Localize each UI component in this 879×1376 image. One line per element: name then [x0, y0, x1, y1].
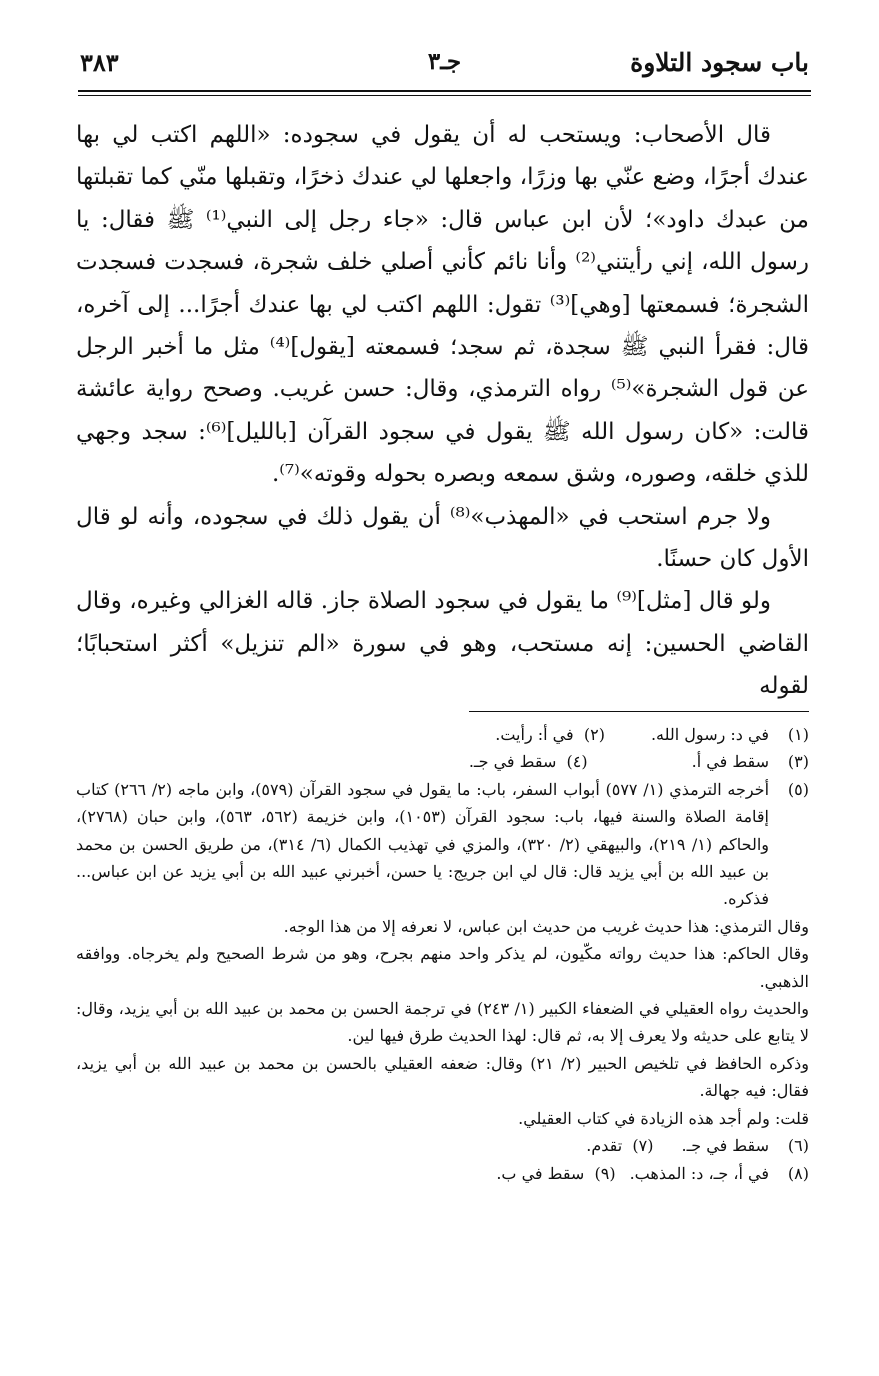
- footnote-number: (٥): [787, 779, 809, 799]
- running-header: [80, 46, 809, 86]
- header-rule-thin: [78, 95, 811, 96]
- footnote-continuation: والحديث رواه العقيلي في الضعفاء الكبير (١/ ٢٤٣) في ترجمة الحسن بن محمد بن عبيد الله بن أبي يزيد، وقال: لا يتابع على حديثه ولا يعرف إلا به، ثم قال: لهذا الحديث طرق فيها لين.: [76, 999, 810, 1046]
- footnote-continuation: وذكره الحافظ في تلخيص الحبير (٢/ ٢١) وقال: ضعفه العقيلي بالحسن بن محمد بن عبيد الله بن أبي يزيد، فقال: فيه جهالة.: [76, 1053, 809, 1101]
- footnote-text: سقط في جـ.: [681, 1136, 769, 1156]
- footnote-number: (٨): [787, 1163, 809, 1183]
- footnote-line: [76, 748, 809, 775]
- footnote-text: أخرجه الترمذي (١/ ٥٧٧) أبواب السفر، باب: ما يقول في سجود القرآن (٥٧٩)، وابن ماجه (٢/ ٢٦٦) كتاب إقامة الصلاة والسنة فيها، باب: سجود القرآن (١٠٥٣)، وابن خزيمة (٥٦٢، ٥٦٣)، وابن حبان (٢٧٦٨)، والحاكم (١/ ٢١٩)، والبيهقي (٢/ ٣٢٠)، والمزي في تهذيب الكمال (٦/ ٣١٤)، من طريق الحسن بن محمد بن عبيد الله بن أبي يزيد قال: قال لي ابن جريج: يا حسن، أخبرني عبيد الله بن أبي يزيد عن ابن عباس... فذكره.: [76, 779, 770, 909]
- chapter-title: باب سجود التلاوة: [630, 48, 809, 77]
- footnotes: [76, 721, 809, 1187]
- paragraph: ولا جرم استحب في «المهذب»⁽⁸⁾ أن يقول ذلك في سجوده، وأنه لو قال الأول كان حسنًا.: [76, 503, 809, 573]
- volume-label: جـ٣: [427, 48, 462, 75]
- footnote-line: [76, 721, 809, 748]
- footnote-5: [76, 776, 809, 913]
- footnote-text: تقدم.: [586, 1136, 623, 1156]
- footnote-line: [76, 1160, 809, 1187]
- footnote-number: (٣): [787, 752, 809, 772]
- footnote-separator: [469, 711, 809, 712]
- footnote-number: (٤): [566, 752, 588, 772]
- footnote-continuation: وقال الترمذي: هذا حديث غريب من حديث ابن عباس، لا نعرفه إلا من هذا الوجه.: [283, 916, 809, 936]
- footnote-text: في د: رسول الله.: [650, 725, 769, 744]
- footnote-line: [76, 1132, 809, 1159]
- footnote-number: (١): [787, 725, 809, 744]
- main-text: [76, 114, 809, 708]
- footnote-text: سقط في ب.: [496, 1163, 585, 1183]
- footnote-number: (٢): [583, 725, 605, 744]
- footnote-continuation: وقال الحاكم: هذا حديث رواته مكّيون، لم يذكر واحد منهم بجرح، وهو من شرط الصحيح ولم يخرجاه. ووافقه الذهبي.: [76, 944, 809, 991]
- footnote-text: في أ، جـ، د: المذهب.: [629, 1163, 769, 1183]
- paragraph: ولو قال [مثل]⁽⁹⁾ ما يقول في سجود الصلاة جاز. قاله الغزالي وغيره، وقال القاضي الحسين: إنه مستحب، وهو في سورة «الم تنزيل» أكثر استحبابًا؛ لقوله: [76, 588, 809, 700]
- page-number: ٣٨٣: [80, 48, 119, 77]
- header-rule: [78, 90, 811, 92]
- footnote-text: سقط في جـ.: [468, 752, 557, 772]
- footnote-text: سقط في أ.: [691, 752, 769, 772]
- footnote-number: (٧): [632, 1136, 654, 1156]
- footnote-text: في أ: رأيت.: [495, 725, 574, 744]
- footnote-number: (٦): [787, 1136, 809, 1156]
- footnote-continuation: قلت: ولم أجد هذه الزيادة في كتاب العقيلي.: [518, 1108, 809, 1128]
- paragraph: قال الأصحاب: ويستحب له أن يقول في سجوده: «اللهم اكتب لي بها عندك أجرًا، وضع عنّي بها وزرًا، واجعلها لي عندك ذخرًا، وتقبلها منّي كما تقبلتها من عبدك داود»؛ لأن ابن عباس قال: «جاء رجل إلى النبي⁽¹⁾ ﷺ فقال: يا رسول الله، إني رأيتني⁽²⁾ وأنا نائم كأني أصلي خلف شجرة، فسجدت فسجدت الشجرة؛ فسمعتها [وهي]⁽³⁾ تقول: اللهم اكتب لي بها عندك أجرًا... إلى آخره، قال: فقرأ النبي ﷺ سجدة، ثم سجد؛ فسمعته [يقول]⁽⁴⁾ مثل ما أخبر الرجل عن قول الشجرة»⁽⁵⁾ رواه الترمذي، وقال: حسن غريب. وصحح رواية عائشة قالت: «كان رسول الله ﷺ يقول في سجود القرآن [بالليل]⁽⁶⁾: سجد وجهي للذي خلقه، وصوره، وشق سمعه وبصره بحوله وقوته»⁽⁷⁾.: [76, 122, 810, 488]
- footnote-number: (٩): [594, 1163, 616, 1183]
